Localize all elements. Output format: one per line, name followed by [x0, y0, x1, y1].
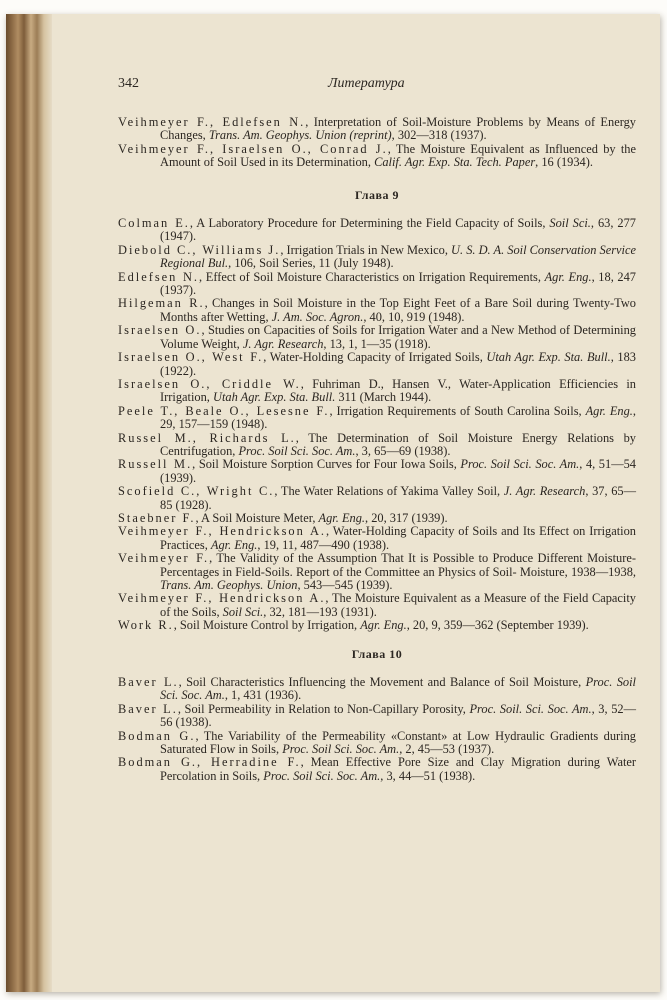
entry-author: Hilgeman R.	[118, 296, 205, 311]
bibliography-entry	[118, 143, 636, 170]
entry-title: , A Laboratory Procedure for Determining the Field Capacity of Soils,	[189, 216, 550, 231]
entry-author: Bodman G.	[118, 728, 196, 743]
bibliography-entry	[118, 730, 636, 757]
entry-author: Baver L.	[118, 675, 179, 690]
entry-title: , Soil Permeability in Relation to Non-Capillary Porosity,	[177, 701, 470, 716]
entry-title: , Soil Characteristics Influencing the Movement and Balance of Soil Moisture,	[178, 675, 586, 690]
entry-source: Soil Sci.	[549, 216, 591, 231]
bibliography-entry	[118, 676, 636, 703]
entry-details: , 32, 181—193 (1931).	[263, 604, 377, 619]
book-spine-shadow	[6, 14, 52, 992]
entry-title: , Irrigation Trials in New Mexico,	[280, 242, 452, 257]
entry-source: Agr. Eng.	[210, 537, 258, 552]
entry-author: Israelsen O., West F.	[118, 350, 264, 365]
entry-title: , Interpretation of Soil-Moisture Problems by Means of Energy Changes,	[160, 115, 636, 143]
entry-title: , The Validity of the Assumption That It is Possible to Produce Different Moisture-Percentages in Field-Soils. Report of the Committee an Physics of Soil- Moisture, 1938—1938,	[160, 551, 636, 579]
entry-source: Proc. Soil Sci. Soc. Am.	[263, 768, 381, 783]
entry-source: Calif. Agr. Exp. Sta. Tech. Paper	[374, 155, 536, 170]
entry-source: Utah Agr. Exp. Sta. Bull.	[486, 350, 611, 365]
entry-source: Trans. Am. Geophys. Union (reprint)	[208, 128, 392, 143]
entry-details: , 37, 65—85 (1928).	[160, 484, 637, 512]
entry-details: , 18, 247 (1937).	[160, 269, 637, 298]
entry-title: , The Determination of Soil Moisture Energy Relations by Centrifugation,	[160, 430, 636, 458]
chapter-heading: Глава 10	[351, 646, 403, 661]
running-title: Литература	[328, 76, 405, 91]
entry-details: , 4, 51—54 (1939).	[160, 457, 636, 485]
entry-source: Proc. Soil Sci. Soc. Am.	[160, 675, 636, 703]
entry-author: Veihmeyer F., Hendrickson A.	[118, 524, 327, 539]
entry-details: , 2, 45—53 (1937).	[399, 742, 495, 757]
entry-source: Agr. Eng.	[318, 510, 365, 525]
entry-title: , A Soil Moisture Meter,	[195, 510, 319, 525]
entry-source: Proc. Soil Sci. Soc. Am.	[460, 457, 580, 472]
entry-title: , Irrigation Requirements of South Carolina Soils,	[329, 403, 586, 418]
entry-details: , 302—318 (1937).	[391, 128, 487, 143]
bibliography-entry	[118, 592, 636, 619]
entry-source: Utah Agr. Exp. Sta. Bull.	[213, 390, 336, 405]
entry-author: Staebner F.	[118, 510, 196, 525]
entry-details: , 3, 65—69 (1938).	[355, 443, 451, 458]
page-header	[118, 76, 638, 96]
entry-source: Soil Sci.	[222, 604, 264, 619]
entry-title: , Changes in Soil Moisture in the Top Eight Feet of a Bare Soil during Twenty-Two Months after Wetting,	[160, 296, 636, 324]
entry-author: Veihmeyer F., Edlefsen N.	[118, 115, 306, 129]
entry-author: Work R.	[118, 618, 174, 633]
entry-title: , Soil Moisture Sorption Curves for Four Iowa Soils,	[192, 457, 461, 472]
entry-author: Diebold C., Williams J.	[118, 242, 281, 257]
entry-title: , Studies on Capacities of Soils for Irrigation Water and a New Method of Determining Volume Weight,	[160, 323, 636, 351]
entry-source: Agr. Eng.	[585, 403, 633, 418]
bibliography-entry	[118, 378, 636, 405]
entry-details: , 3, 52—56 (1938).	[160, 701, 636, 730]
entry-details: , 19, 11, 487—490 (1938).	[257, 537, 390, 552]
entry-details: , 106, Soil Series, 11 (July 1948).	[228, 256, 394, 271]
entry-author: Israelsen O., Criddle W.	[118, 376, 301, 391]
entry-title: , Water-Holding Capacity of Soils and Its Effect on Irrigation Practices,	[160, 524, 637, 552]
entry-source: Proc. Soil Sci. Soc. Am.	[282, 742, 400, 757]
entry-source: Trans. Am. Geophys. Union	[160, 578, 298, 592]
entry-source: Proc. Soil Sci. Soc. Am.	[238, 443, 356, 458]
chapter-heading: Глава 9	[355, 187, 399, 202]
entry-author: Veihmeyer F.	[118, 551, 210, 566]
entry-title: , The Moisture Equivalent as Influenced by the Amount of Soil Used in its Determination,	[160, 141, 636, 170]
bibliography-entry	[118, 324, 636, 351]
entry-author: Russell M.	[118, 457, 193, 472]
bibliography-entry	[118, 619, 636, 632]
entry-details: , 40, 10, 919 (1948).	[363, 309, 465, 324]
entry-author: Colman E.	[118, 216, 190, 231]
bibliography-entry	[118, 116, 636, 143]
entry-details: , 20, 317 (1939).	[365, 510, 448, 525]
entry-title: , The Variability of the Permeability «Constant» at Low Hydraulic Gradients during Saturated Flow in Soils,	[160, 728, 636, 757]
entry-title: , Effect of Soil Moisture Characteristics on Irrigation Requirements,	[199, 269, 545, 284]
entry-source: Proc. Soil. Sci. Soc. Am.	[469, 701, 592, 716]
entry-source: J. Am. Soc. Agron.	[271, 309, 364, 324]
entry-author: Peele T., Beale O., Lesesne F.	[118, 403, 330, 418]
page-number: 342	[118, 76, 139, 91]
entry-author: Edlefsen N.	[118, 269, 200, 284]
entry-author: Russel M., Richards L.	[118, 430, 296, 445]
bibliography-entry	[118, 351, 636, 378]
entry-source: Agr. Eng.	[544, 269, 592, 284]
entry-title: , The Water Relations of Yakima Valley Soil,	[274, 484, 504, 499]
entry-title: , Fuhriman D., Hansen V., Water-Application Efficiencies in Irrigation,	[160, 376, 636, 405]
bibliography-entry	[118, 217, 636, 244]
entry-details: , 20, 9, 359—362 (September 1939).	[406, 618, 589, 633]
bibliography-entry	[118, 244, 636, 271]
bibliography-entry	[118, 703, 636, 730]
entry-details: , 1, 431 (1936).	[224, 688, 302, 703]
entry-details: , 13, 1, 1—35 (1918).	[323, 336, 431, 351]
entry-title: , Soil Moisture Control by Irrigation,	[173, 618, 361, 633]
entry-details: , 63, 277 (1947).	[160, 216, 636, 244]
entry-title: , The Moisture Equivalent as a Measure of the Field Capacity of the Soils,	[160, 591, 637, 619]
bibliography-list	[118, 116, 636, 783]
bibliography-entry	[118, 458, 636, 485]
entry-source: J. Agr. Research	[503, 484, 586, 499]
bibliography-entry	[118, 271, 636, 298]
entry-source: U. S. D. A. Soil Conservation Service Regional Bul.	[160, 242, 636, 271]
entry-author: Veihmeyer F., Israelsen O., Conrad J.	[118, 141, 388, 156]
entry-title: , Mean Effective Pore Size and Clay Migration during Water Percolation in Soils,	[160, 755, 637, 783]
entry-author: Israelsen O.	[118, 323, 202, 338]
bibliography-entry	[118, 512, 636, 525]
entry-title: , Water-Holding Capacity of Irrigated Soils,	[263, 350, 487, 365]
entry-source: Agr. Eng.	[360, 618, 407, 633]
entry-author: Bodman G., Herradine F.	[118, 755, 301, 770]
entry-source: J. Agr. Research	[242, 336, 324, 351]
bibliography-entry	[118, 552, 636, 592]
entry-author: Veihmeyer F., Hendrickson A.	[118, 591, 326, 606]
entry-details: , 29, 157—159 (1948).	[160, 403, 636, 432]
bibliography-entry	[118, 525, 636, 552]
entry-details: , 543—545 (1939).	[297, 578, 393, 592]
bibliography-entry	[118, 485, 636, 512]
bibliography-entry	[118, 756, 636, 783]
entry-details: 311 (March 1944).	[335, 390, 432, 405]
entry-author: Baver L.	[118, 701, 178, 716]
bibliography-entry	[118, 297, 636, 324]
entry-details: , 3, 44—51 (1938).	[380, 768, 476, 783]
bibliography-entry	[118, 432, 636, 459]
bibliography-entry	[118, 405, 636, 432]
entry-details: , 16 (1934).	[535, 155, 593, 170]
entry-details: , 183 (1922).	[160, 350, 637, 378]
entry-author: Scofield C., Wright C.	[118, 484, 275, 499]
